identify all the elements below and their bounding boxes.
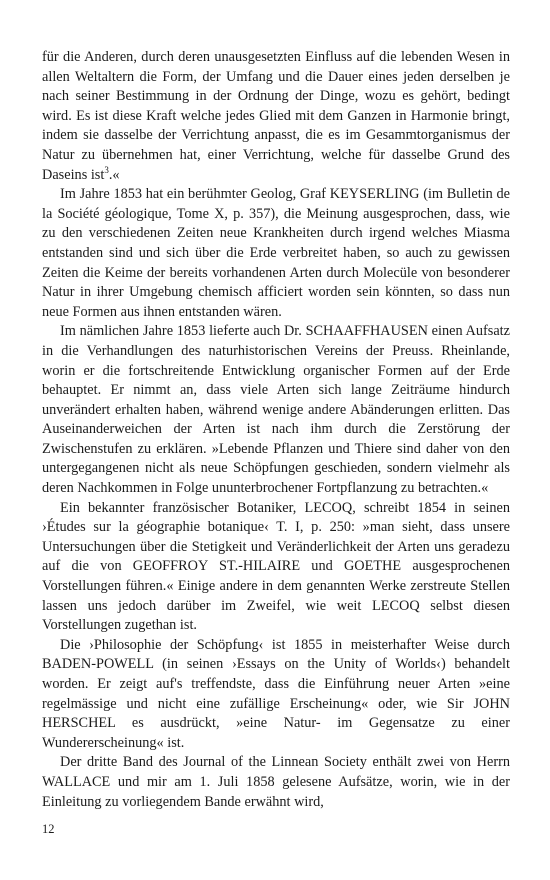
body-text [42,48,510,812]
paragraph-1-text: für die Anderen, durch deren unausgesetzten Einfluss auf die lebenden Wesen in allen Weltaltern die Form, der Umfang und die Dauer eines jeden derselben je nach seiner Bestimmung in der Ordnung der Dinge, wozu es gehört, bedingt wird. Es ist diese Kraft welche jedes Glied mit dem Ganzen in Harmonie bringt, indem sie dasselbe der Verrichtung anpasst, die es im Gesammtorganismus der Natur zu übernehmen hat, einer Verrichtung, welche für dasselbe Grund des Daseins ist [42,49,510,183]
paragraph-3: Im nämlichen Jahre 1853 lieferte auch Dr. SCHAAFFHAUSEN einen Aufsatz in die Verhandlungen des naturhistorischen Vereins der Preuss. Rheinlande, worin er die fortschreitende Entwicklung organischer Formen auf der Erde behauptet. Er nimmt an, dass viele Arten sich lange Zeiträume hindurch unverändert erhalten haben, während wenige andere Abänderungen erlitten. Das Auseinanderweichen der Arten ist nach ihm durch die Zerstörung der Zwischenstufen zu erklären. »Lebende Pflanzen und Thiere sind daher von den untergegangenen nicht als neue Schöpfungen geschieden, sondern vielmehr als deren Nachkommen in Folge ununterbrochener Fortpflanzung zu betrachten.« [42,323,510,497]
paragraph-6: Der dritte Band des Journal of the Linnean Society enthält zwei von Herrn WALLACE und mir am 1. Juli 1858 gelesene Aufsätze, worin, wie in der Einleitung zu vorliegendem Bande erwähnt wird, [42,754,510,810]
paragraph-2: Im Jahre 1853 hat ein berühmter Geolog, Graf KEYSERLING (im Bulletin de la Société géologique, Tome X, p. 357), die Meinung ausgesprochen, dass, wie zu den verschiedenen Zeiten neue Krankheiten durch irgend welches Miasma entstanden sind und sich über die Erde verbreitet haben, so auch zu gewissen Zeiten die Keime der bereits vorhandenen Arten durch Molecüle von besonderer Natur in ihrer Umgebung chemisch afficiert worden sein könnten, so dass nun neue Formen aus ihnen entstanden wären. [42,186,510,320]
page-number: 12 [42,822,55,836]
paragraph-5: Die ›Philosophie der Schöpfung‹ ist 1855 in meisterhafter Weise durch BADEN-POWELL (in seinen ›Essays on the Unity of Worlds‹) behandelt worden. Er zeigt auf's treffendste, dass die Einführung neuer Arten »eine regelmässige und nicht eine zufällige Erscheinung« oder, wie Sir JOHN HERSCHEL es ausdrückt, »eine Natur- im Gegensatze zu einer Wundererscheinung« ist. [42,636,510,751]
footnote-reference[interactable]: 3 [104,164,109,175]
paragraph-1-tail: .« [108,166,120,183]
paragraph-4: Ein bekannter französischer Botaniker, LECOQ, schreibt 1854 in seinen ›Études sur la géographie botanique‹ T. I, p. 250: »man sieht, dass unsere Untersuchungen über die Stetigkeit und Veränderlichkeit der Arten uns geradezu auf die von GEOFFROY ST.-HILAIRE und GOETHE ausgesprochenen Vorstellungen führen.« Einige andere in dem genannten Werke zerstreute Stellen lassen uns jedoch darüber im Zweifel, wie weit LECOQ selbst diesen Vorstellungen zugethan ist. [42,499,510,634]
paragraph-1 [42,48,510,185]
